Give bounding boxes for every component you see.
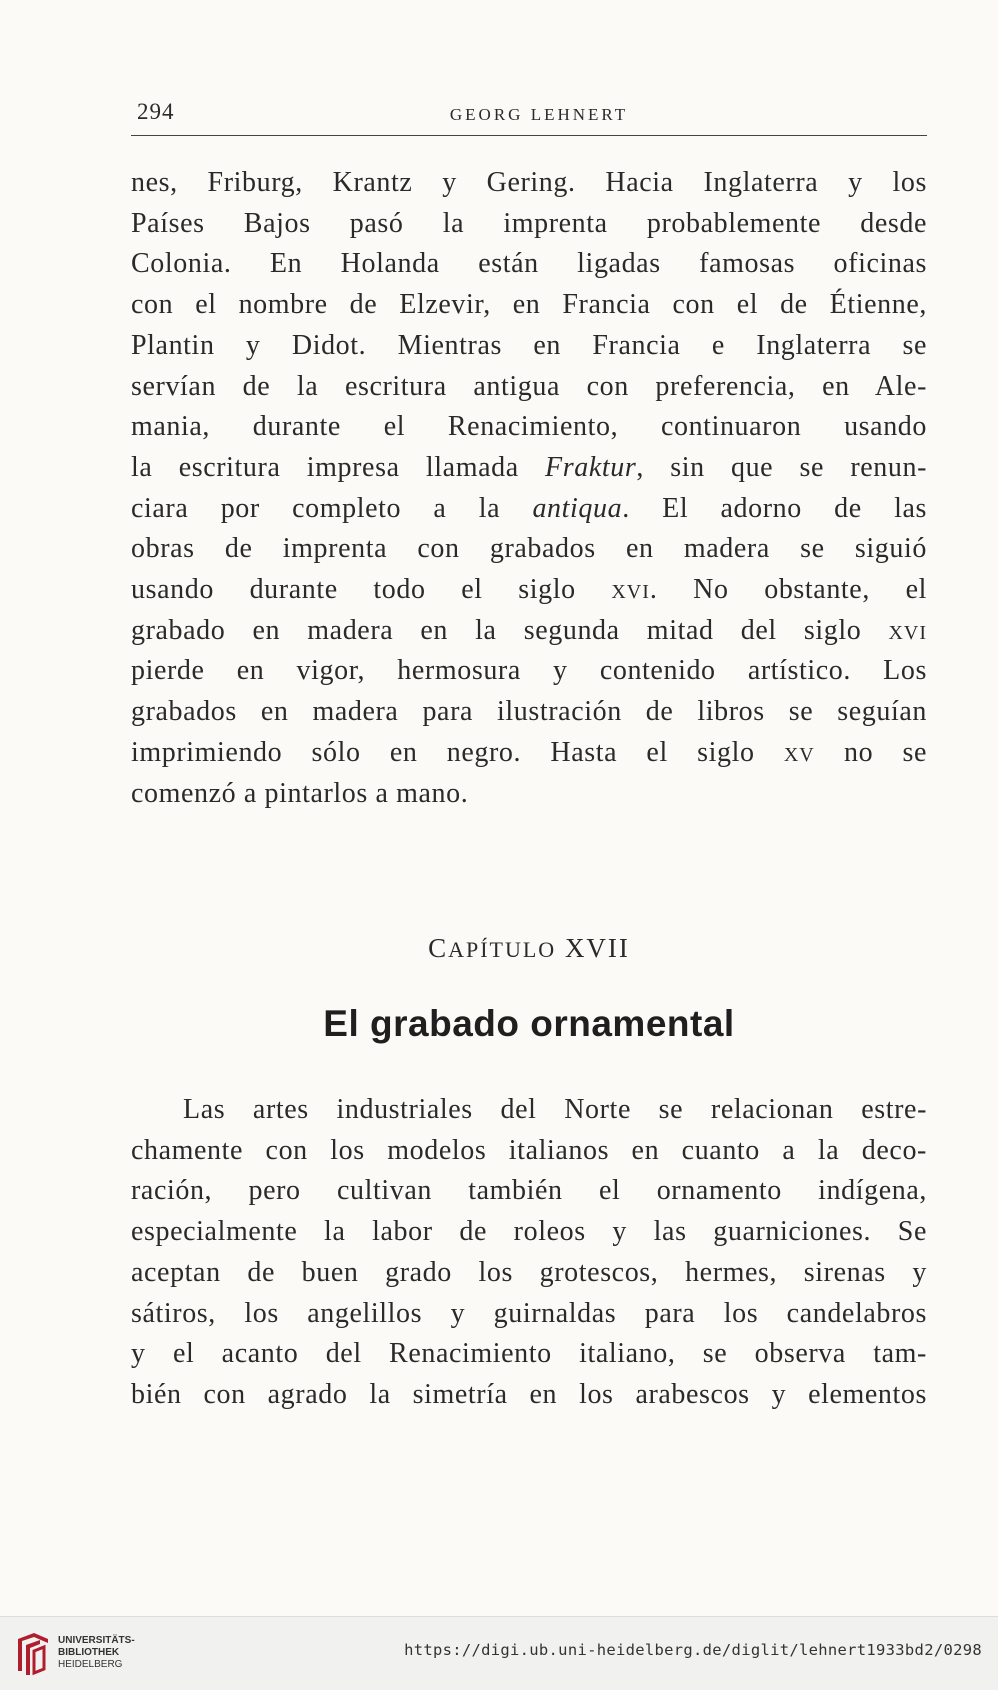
text-fragment: grabado en madera en la segunda mitad del siglo bbox=[131, 614, 889, 646]
library-name bbox=[58, 1635, 135, 1671]
library-line: UNIVERSITÄTS- bbox=[58, 1635, 135, 1646]
text-line: servían de la escritura antigua con preferencia, en Ale- bbox=[131, 370, 927, 402]
chapter-heading bbox=[131, 933, 927, 964]
text-line: chamente con los modelos italianos en cuanto a la deco- bbox=[131, 1134, 927, 1166]
text-line: aceptan de buen grado los grotescos, hermes, sirenas y bbox=[131, 1256, 927, 1288]
text-line: grabados en madera para ilustración de libros se seguían bbox=[131, 696, 927, 728]
text-fragment: imprimiendo sólo en negro. Hasta el siglo bbox=[131, 736, 784, 768]
text-fragment: . El adorno de las bbox=[622, 492, 927, 524]
page-header bbox=[131, 99, 927, 136]
text-line: mania, durante el Renacimiento, continuaron usando bbox=[131, 411, 927, 443]
text-line: Colonia. En Holanda están ligadas famosas oficinas bbox=[131, 248, 927, 280]
text-line bbox=[131, 489, 927, 530]
text-line: sátiros, los angelillos y guirnaldas para los candelabros bbox=[131, 1297, 927, 1329]
text-line: y el acanto del Renacimiento italiano, se observa tam- bbox=[131, 1338, 927, 1370]
library-line: BIBLIOTHEK bbox=[58, 1647, 120, 1658]
roman-numeral: xvi bbox=[888, 614, 927, 646]
roman-numeral: xv bbox=[783, 736, 815, 768]
chapter-title: El grabado ornamental bbox=[323, 1003, 735, 1044]
paragraph-2 bbox=[131, 1090, 927, 1416]
text-fragment: . No obstante, el bbox=[649, 574, 927, 606]
text-line: especialmente la labor de roleos y las guarniciones. Se bbox=[131, 1216, 927, 1248]
text-line: Plantin y Didot. Mientras en Francia e Inglaterra se bbox=[131, 329, 927, 361]
running-title: GEORG LEHNERT bbox=[449, 105, 629, 124]
chapter-initial: C bbox=[428, 933, 449, 963]
text-line bbox=[131, 448, 927, 489]
text-line: con el nombre de Elzevir, en Francia con el de Étienne, bbox=[131, 289, 927, 321]
page-number: 294 bbox=[137, 99, 175, 124]
text-line bbox=[131, 733, 927, 774]
text-line bbox=[131, 611, 927, 652]
text-line: bién con agrado la simetría en los arabescos y elementos bbox=[131, 1378, 927, 1410]
text-line: Países Bajos pasó la imprenta probablemente desde bbox=[131, 207, 927, 239]
italic-term: Fraktur bbox=[545, 451, 637, 483]
paragraph-1 bbox=[131, 163, 927, 814]
text-line bbox=[131, 570, 927, 611]
viewer-footer bbox=[0, 1616, 998, 1690]
text-fragment: ciara por completo a la bbox=[131, 492, 533, 524]
text-line: ración, pero cultivan también el ornamento indígena, bbox=[131, 1175, 927, 1207]
text-fragment: usando durante todo el siglo bbox=[131, 574, 612, 606]
text-line: obras de imprenta con grabados en madera se siguió bbox=[131, 533, 927, 565]
permalink-url[interactable]: https://digi.ub.uni-heidelberg.de/diglit/lehnert1933bd2/0298 bbox=[404, 1641, 982, 1659]
text-line: comenzó a pintarlos a mano. bbox=[131, 777, 469, 809]
text-line: pierde en vigor, hermosura y contenido artístico. Los bbox=[131, 655, 927, 687]
text-line: nes, Friburg, Krantz y Gering. Hacia Inglaterra y los bbox=[131, 167, 927, 198]
roman-numeral: xvi bbox=[611, 574, 650, 606]
text-fragment: no se bbox=[814, 736, 927, 768]
text-fragment: la escritura impresa llamada bbox=[131, 451, 546, 483]
text-fragment: , sin que se renun- bbox=[636, 451, 927, 483]
chapter-word: APÍTULO bbox=[448, 937, 557, 962]
ub-heidelberg-logo-icon[interactable] bbox=[12, 1631, 54, 1677]
chapter-numeral: XVII bbox=[556, 933, 630, 963]
italic-term: antiqua bbox=[532, 492, 623, 524]
library-line: HEIDELBERG bbox=[58, 1659, 123, 1670]
text-line: Las artes industriales del Norte se relacionan estre- bbox=[183, 1094, 927, 1125]
